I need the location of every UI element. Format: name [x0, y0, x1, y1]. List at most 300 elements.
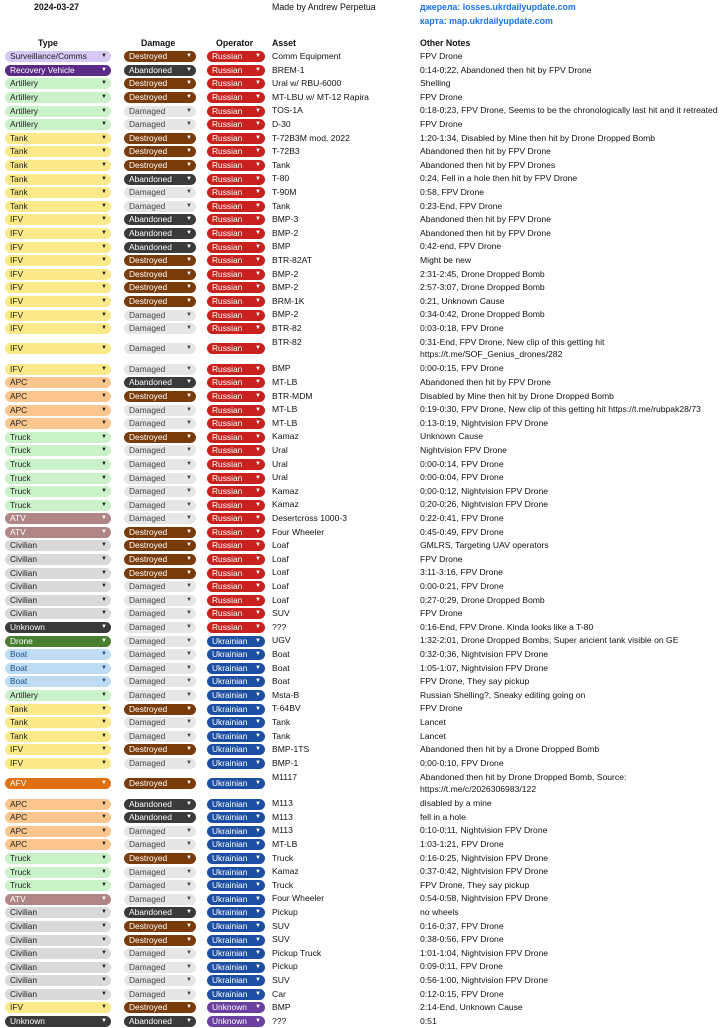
type-dropdown[interactable] [5, 704, 111, 715]
operator-dropdown-label: Russian [212, 255, 243, 266]
dropdown-arrow-icon: ▼ [186, 664, 192, 671]
operator-dropdown[interactable] [207, 744, 265, 755]
type-dropdown[interactable] [5, 377, 111, 388]
damage-dropdown[interactable] [124, 867, 196, 878]
asset-cell: MT-LB [272, 404, 298, 415]
operator-dropdown[interactable] [207, 445, 265, 456]
operator-dropdown-label: Ukrainian [212, 730, 248, 741]
damage-dropdown[interactable] [124, 568, 196, 579]
damage-dropdown-label: Damaged [129, 472, 166, 483]
type-dropdown[interactable] [5, 595, 111, 606]
table-row [0, 498, 722, 512]
damage-dropdown[interactable] [124, 146, 196, 157]
type-dropdown[interactable] [5, 935, 111, 946]
operator-dropdown[interactable] [207, 214, 265, 225]
damage-dropdown[interactable] [124, 296, 196, 307]
damage-dropdown-label: Damaged [129, 581, 166, 592]
dropdown-arrow-icon: ▼ [255, 121, 261, 128]
operator-dropdown[interactable] [207, 92, 265, 103]
operator-dropdown[interactable] [207, 106, 265, 117]
type-dropdown[interactable] [5, 744, 111, 755]
damage-dropdown[interactable] [124, 418, 196, 429]
operator-dropdown[interactable] [207, 989, 265, 1000]
asset-cell: BMP-2 [272, 268, 299, 279]
damage-dropdown[interactable] [124, 92, 196, 103]
operator-dropdown[interactable] [207, 731, 265, 742]
dropdown-arrow-icon: ▼ [186, 216, 192, 223]
type-dropdown-label: Civilian [10, 934, 37, 945]
damage-dropdown-label: Damaged [129, 486, 166, 497]
type-dropdown[interactable] [5, 948, 111, 959]
type-dropdown[interactable] [5, 432, 111, 443]
table-row [0, 879, 722, 893]
damage-dropdown[interactable] [124, 989, 196, 1000]
notes-cell: 0:31-End, FPV Drone, New clip of this getting hit https://t.me/SOF_Genius_drones/282 [420, 337, 605, 360]
damage-dropdown[interactable] [124, 690, 196, 701]
dropdown-arrow-icon: ▼ [101, 189, 107, 196]
damage-dropdown[interactable] [124, 391, 196, 402]
type-dropdown[interactable] [5, 255, 111, 266]
type-dropdown[interactable] [5, 296, 111, 307]
damage-dropdown[interactable] [124, 962, 196, 973]
type-dropdown[interactable] [5, 649, 111, 660]
type-dropdown[interactable] [5, 486, 111, 497]
type-dropdown[interactable] [5, 92, 111, 103]
damage-dropdown[interactable] [124, 1002, 196, 1013]
operator-dropdown[interactable] [207, 459, 265, 470]
type-dropdown[interactable] [5, 880, 111, 891]
operator-dropdown[interactable] [207, 323, 265, 334]
operator-dropdown[interactable] [207, 255, 265, 266]
damage-dropdown-label: Damaged [129, 825, 166, 836]
type-dropdown[interactable] [5, 214, 111, 225]
operator-dropdown[interactable] [207, 418, 265, 429]
damage-dropdown[interactable] [124, 133, 196, 144]
asset-cell: Boat [272, 662, 290, 673]
type-dropdown[interactable] [5, 622, 111, 633]
type-dropdown[interactable] [5, 799, 111, 810]
operator-dropdown[interactable] [207, 975, 265, 986]
operator-dropdown[interactable] [207, 228, 265, 239]
operator-dropdown[interactable] [207, 663, 265, 674]
damage-dropdown[interactable] [124, 717, 196, 728]
damage-dropdown[interactable] [124, 921, 196, 932]
damage-dropdown-label: Abandoned [129, 812, 172, 823]
asset-cell: BMP [272, 241, 291, 252]
operator-dropdown[interactable] [207, 119, 265, 130]
operator-dropdown[interactable] [207, 907, 265, 918]
damage-dropdown[interactable] [124, 636, 196, 647]
type-dropdown[interactable] [5, 717, 111, 728]
operator-dropdown[interactable] [207, 853, 265, 864]
operator-dropdown[interactable] [207, 867, 265, 878]
type-dropdown[interactable] [5, 568, 111, 579]
operator-dropdown[interactable] [207, 595, 265, 606]
type-dropdown[interactable] [5, 310, 111, 321]
damage-dropdown[interactable] [124, 663, 196, 674]
damage-dropdown[interactable] [124, 778, 196, 789]
damage-dropdown[interactable] [124, 242, 196, 253]
damage-dropdown[interactable] [124, 201, 196, 212]
operator-dropdown[interactable] [207, 778, 265, 789]
operator-dropdown[interactable] [207, 880, 265, 891]
damage-dropdown[interactable] [124, 65, 196, 76]
operator-dropdown[interactable] [207, 636, 265, 647]
damage-dropdown[interactable] [124, 51, 196, 62]
type-dropdown[interactable] [5, 663, 111, 674]
dropdown-arrow-icon: ▼ [101, 596, 107, 603]
type-dropdown[interactable] [5, 445, 111, 456]
operator-dropdown[interactable] [207, 78, 265, 89]
operator-dropdown[interactable] [207, 282, 265, 293]
operator-dropdown[interactable] [207, 540, 265, 551]
damage-dropdown[interactable] [124, 214, 196, 225]
dropdown-arrow-icon: ▼ [255, 460, 261, 467]
type-dropdown[interactable] [5, 540, 111, 551]
notes-cell: 0:20-0:26, Nightvision FPV Drone [420, 499, 549, 510]
asset-cell: M113 [272, 798, 293, 809]
damage-dropdown[interactable] [124, 310, 196, 321]
operator-dropdown[interactable] [207, 51, 265, 62]
operator-dropdown[interactable] [207, 568, 265, 579]
damage-dropdown[interactable] [124, 282, 196, 293]
asset-cell: Car [272, 988, 286, 999]
asset-cell: Ural [272, 445, 288, 456]
type-dropdown-label: Civilian [10, 540, 37, 551]
operator-dropdown[interactable] [207, 364, 265, 375]
dropdown-arrow-icon: ▼ [255, 651, 261, 658]
operator-dropdown[interactable] [207, 473, 265, 484]
damage-dropdown[interactable] [124, 343, 196, 354]
operator-dropdown[interactable] [207, 174, 265, 185]
damage-dropdown[interactable] [124, 255, 196, 266]
operator-dropdown[interactable] [207, 242, 265, 253]
type-dropdown[interactable] [5, 473, 111, 484]
type-dropdown[interactable] [5, 690, 111, 701]
type-dropdown[interactable] [5, 975, 111, 986]
operator-dropdown[interactable] [207, 377, 265, 388]
damage-dropdown[interactable] [124, 377, 196, 388]
operator-dropdown[interactable] [207, 948, 265, 959]
damage-dropdown[interactable] [124, 228, 196, 239]
type-dropdown[interactable] [5, 527, 111, 538]
damage-dropdown[interactable] [124, 269, 196, 280]
type-dropdown[interactable] [5, 133, 111, 144]
operator-dropdown[interactable] [207, 799, 265, 810]
dropdown-arrow-icon: ▼ [101, 311, 107, 318]
damage-dropdown[interactable] [124, 323, 196, 334]
operator-dropdown[interactable] [207, 826, 265, 837]
dropdown-arrow-icon: ▼ [255, 216, 261, 223]
type-dropdown[interactable] [5, 459, 111, 470]
damage-dropdown[interactable] [124, 119, 196, 130]
table-row [0, 104, 722, 118]
damage-dropdown[interactable] [124, 935, 196, 946]
asset-cell: Truck [272, 879, 294, 890]
dropdown-arrow-icon: ▼ [186, 678, 192, 685]
asset-cell: BMP-2 [272, 309, 299, 320]
damage-dropdown[interactable] [124, 405, 196, 416]
damage-dropdown-label: Destroyed [129, 78, 168, 89]
damage-dropdown[interactable] [124, 554, 196, 565]
damage-dropdown-label: Destroyed [129, 255, 168, 266]
damage-dropdown[interactable] [124, 187, 196, 198]
operator-dropdown[interactable] [207, 676, 265, 687]
notes-cell: 0:22-0:41, FPV Drone [420, 513, 504, 523]
dropdown-arrow-icon: ▼ [255, 189, 261, 196]
type-dropdown-label: Artillery [10, 105, 38, 116]
dropdown-arrow-icon: ▼ [255, 365, 261, 372]
type-dropdown[interactable] [5, 1002, 111, 1013]
operator-dropdown[interactable] [207, 704, 265, 715]
damage-dropdown[interactable] [124, 1016, 196, 1027]
operator-dropdown[interactable] [207, 133, 265, 144]
dropdown-arrow-icon: ▼ [186, 121, 192, 128]
operator-dropdown[interactable] [207, 839, 265, 850]
operator-dropdown[interactable] [207, 343, 265, 354]
damage-dropdown[interactable] [124, 106, 196, 117]
damage-dropdown[interactable] [124, 78, 196, 89]
damage-dropdown-label: Damaged [129, 961, 166, 972]
damage-dropdown[interactable] [124, 540, 196, 551]
type-dropdown[interactable] [5, 160, 111, 171]
dropdown-arrow-icon: ▼ [186, 297, 192, 304]
type-dropdown[interactable] [5, 405, 111, 416]
damage-dropdown[interactable] [124, 839, 196, 850]
asset-cell: Msta-B [272, 689, 300, 700]
type-dropdown[interactable] [5, 187, 111, 198]
type-dropdown[interactable] [5, 51, 111, 62]
type-dropdown[interactable] [5, 581, 111, 592]
operator-dropdown[interactable] [207, 310, 265, 321]
damage-dropdown-label: Destroyed [129, 934, 168, 945]
dropdown-arrow-icon: ▼ [101, 909, 107, 916]
type-dropdown[interactable] [5, 228, 111, 239]
type-dropdown[interactable] [5, 907, 111, 918]
notes-cell: FPV Drone [420, 118, 463, 129]
table-row [0, 933, 722, 947]
damage-dropdown[interactable] [124, 799, 196, 810]
operator-dropdown[interactable] [207, 935, 265, 946]
dropdown-arrow-icon: ▼ [186, 189, 192, 196]
type-dropdown[interactable] [5, 282, 111, 293]
damage-dropdown[interactable] [124, 853, 196, 864]
dropdown-arrow-icon: ▼ [186, 474, 192, 481]
damage-dropdown-label: Abandoned [129, 64, 172, 75]
notes-cell: 0:37-0:42, Nightvision FPV Drone [420, 866, 549, 877]
damage-dropdown[interactable] [124, 595, 196, 606]
damage-dropdown[interactable] [124, 364, 196, 375]
operator-dropdown[interactable] [207, 527, 265, 538]
type-dropdown[interactable] [5, 676, 111, 687]
type-dropdown[interactable] [5, 1016, 111, 1027]
operator-dropdown[interactable] [207, 486, 265, 497]
type-dropdown[interactable] [5, 636, 111, 647]
damage-dropdown[interactable] [124, 758, 196, 769]
asset-cell: Ural [272, 472, 288, 483]
type-dropdown[interactable] [5, 364, 111, 375]
notes-cell: FPV Drone [420, 91, 463, 102]
type-dropdown[interactable] [5, 812, 111, 823]
type-dropdown[interactable] [5, 106, 111, 117]
table-row [0, 566, 722, 580]
dropdown-arrow-icon: ▼ [101, 528, 107, 535]
map-link[interactable]: карта: map.ukrdailyupdate.com [420, 16, 553, 26]
operator-dropdown[interactable] [207, 649, 265, 660]
damage-dropdown[interactable] [124, 432, 196, 443]
operator-dropdown[interactable] [207, 201, 265, 212]
type-dropdown[interactable] [5, 391, 111, 402]
dropdown-arrow-icon: ▼ [101, 780, 107, 787]
damage-dropdown-label: Destroyed [129, 540, 168, 551]
operator-dropdown[interactable] [207, 187, 265, 198]
dropdown-arrow-icon: ▼ [186, 94, 192, 101]
type-dropdown[interactable] [5, 826, 111, 837]
dropdown-arrow-icon: ▼ [186, 624, 192, 631]
operator-dropdown[interactable] [207, 296, 265, 307]
damage-dropdown[interactable] [124, 500, 196, 511]
dropdown-arrow-icon: ▼ [255, 345, 261, 352]
type-dropdown[interactable] [5, 201, 111, 212]
operator-dropdown[interactable] [207, 962, 265, 973]
dropdown-arrow-icon: ▼ [255, 420, 261, 427]
operator-dropdown[interactable] [207, 690, 265, 701]
asset-cell: M113 [272, 811, 293, 822]
type-dropdown[interactable] [5, 989, 111, 1000]
operator-dropdown[interactable] [207, 269, 265, 280]
damage-dropdown[interactable] [124, 812, 196, 823]
operator-dropdown[interactable] [207, 391, 265, 402]
damage-dropdown[interactable] [124, 744, 196, 755]
type-dropdown[interactable] [5, 500, 111, 511]
type-dropdown[interactable] [5, 242, 111, 253]
type-dropdown[interactable] [5, 853, 111, 864]
damage-dropdown[interactable] [124, 513, 196, 524]
sources-link[interactable]: джерела: losses.ukrdailyupdate.com [420, 2, 576, 12]
asset-cell: SUV [272, 920, 290, 931]
dropdown-arrow-icon: ▼ [186, 243, 192, 250]
type-dropdown-label: Civilian [10, 920, 37, 931]
notes-cell: Abandoned then hit by FPV Drone [420, 214, 551, 225]
table-row [0, 159, 722, 173]
operator-dropdown[interactable] [207, 500, 265, 511]
dropdown-arrow-icon: ▼ [101, 664, 107, 671]
damage-dropdown[interactable] [124, 894, 196, 905]
type-dropdown[interactable] [5, 962, 111, 973]
type-dropdown-label: IFV [10, 268, 24, 279]
dropdown-arrow-icon: ▼ [101, 53, 107, 60]
type-dropdown[interactable] [5, 778, 111, 789]
dropdown-arrow-icon: ▼ [101, 678, 107, 685]
type-dropdown[interactable] [5, 323, 111, 334]
operator-dropdown[interactable] [207, 581, 265, 592]
operator-dropdown[interactable] [207, 554, 265, 565]
operator-dropdown[interactable] [207, 1016, 265, 1027]
damage-dropdown[interactable] [124, 459, 196, 470]
operator-dropdown[interactable] [207, 758, 265, 769]
dropdown-arrow-icon: ▼ [101, 624, 107, 631]
type-dropdown[interactable] [5, 731, 111, 742]
damage-dropdown[interactable] [124, 581, 196, 592]
table-row [0, 145, 722, 159]
damage-dropdown[interactable] [124, 880, 196, 891]
damage-dropdown[interactable] [124, 948, 196, 959]
operator-dropdown[interactable] [207, 921, 265, 932]
type-dropdown-label: Recovery Vehicle [10, 64, 75, 75]
type-dropdown[interactable] [5, 269, 111, 280]
damage-dropdown[interactable] [124, 649, 196, 660]
dropdown-arrow-icon: ▼ [255, 94, 261, 101]
damage-dropdown[interactable] [124, 473, 196, 484]
dropdown-arrow-icon: ▼ [255, 202, 261, 209]
damage-dropdown[interactable] [124, 826, 196, 837]
type-dropdown[interactable] [5, 608, 111, 619]
type-dropdown[interactable] [5, 894, 111, 905]
type-dropdown[interactable] [5, 418, 111, 429]
operator-dropdown[interactable] [207, 717, 265, 728]
type-dropdown-label: ATV [10, 526, 26, 537]
damage-dropdown[interactable] [124, 608, 196, 619]
operator-dropdown[interactable] [207, 608, 265, 619]
operator-dropdown[interactable] [207, 146, 265, 157]
dropdown-arrow-icon: ▼ [186, 868, 192, 875]
dropdown-arrow-icon: ▼ [101, 162, 107, 169]
damage-dropdown[interactable] [124, 907, 196, 918]
operator-dropdown[interactable] [207, 65, 265, 76]
damage-dropdown[interactable] [124, 174, 196, 185]
damage-dropdown[interactable] [124, 527, 196, 538]
damage-dropdown[interactable] [124, 622, 196, 633]
dropdown-arrow-icon: ▼ [101, 882, 107, 889]
operator-dropdown[interactable] [207, 812, 265, 823]
operator-dropdown[interactable] [207, 894, 265, 905]
type-dropdown[interactable] [5, 146, 111, 157]
type-dropdown[interactable] [5, 513, 111, 524]
type-dropdown[interactable] [5, 174, 111, 185]
damage-dropdown-label: Damaged [129, 717, 166, 728]
type-dropdown-label: Truck [10, 445, 31, 456]
type-dropdown[interactable] [5, 921, 111, 932]
damage-dropdown[interactable] [124, 704, 196, 715]
damage-dropdown-label: Destroyed [129, 431, 168, 442]
type-dropdown[interactable] [5, 867, 111, 878]
type-dropdown[interactable] [5, 343, 111, 354]
type-dropdown-label: Civilian [10, 594, 37, 605]
operator-dropdown[interactable] [207, 405, 265, 416]
operator-dropdown[interactable] [207, 160, 265, 171]
type-dropdown[interactable] [5, 839, 111, 850]
operator-dropdown[interactable] [207, 513, 265, 524]
damage-dropdown[interactable] [124, 731, 196, 742]
table-row [0, 430, 722, 444]
damage-dropdown[interactable] [124, 676, 196, 687]
operator-dropdown[interactable] [207, 1002, 265, 1013]
damage-dropdown[interactable] [124, 160, 196, 171]
type-dropdown[interactable] [5, 119, 111, 130]
type-dropdown[interactable] [5, 78, 111, 89]
damage-dropdown[interactable] [124, 445, 196, 456]
damage-dropdown[interactable] [124, 975, 196, 986]
asset-cell: TOS-1A [272, 105, 303, 116]
operator-dropdown[interactable] [207, 622, 265, 633]
type-dropdown[interactable] [5, 65, 111, 76]
type-dropdown[interactable] [5, 758, 111, 769]
damage-dropdown[interactable] [124, 486, 196, 497]
operator-dropdown[interactable] [207, 432, 265, 443]
column-header-notes: Other Notes [420, 38, 471, 48]
type-dropdown-label: Artillery [10, 78, 38, 89]
type-dropdown[interactable] [5, 554, 111, 565]
